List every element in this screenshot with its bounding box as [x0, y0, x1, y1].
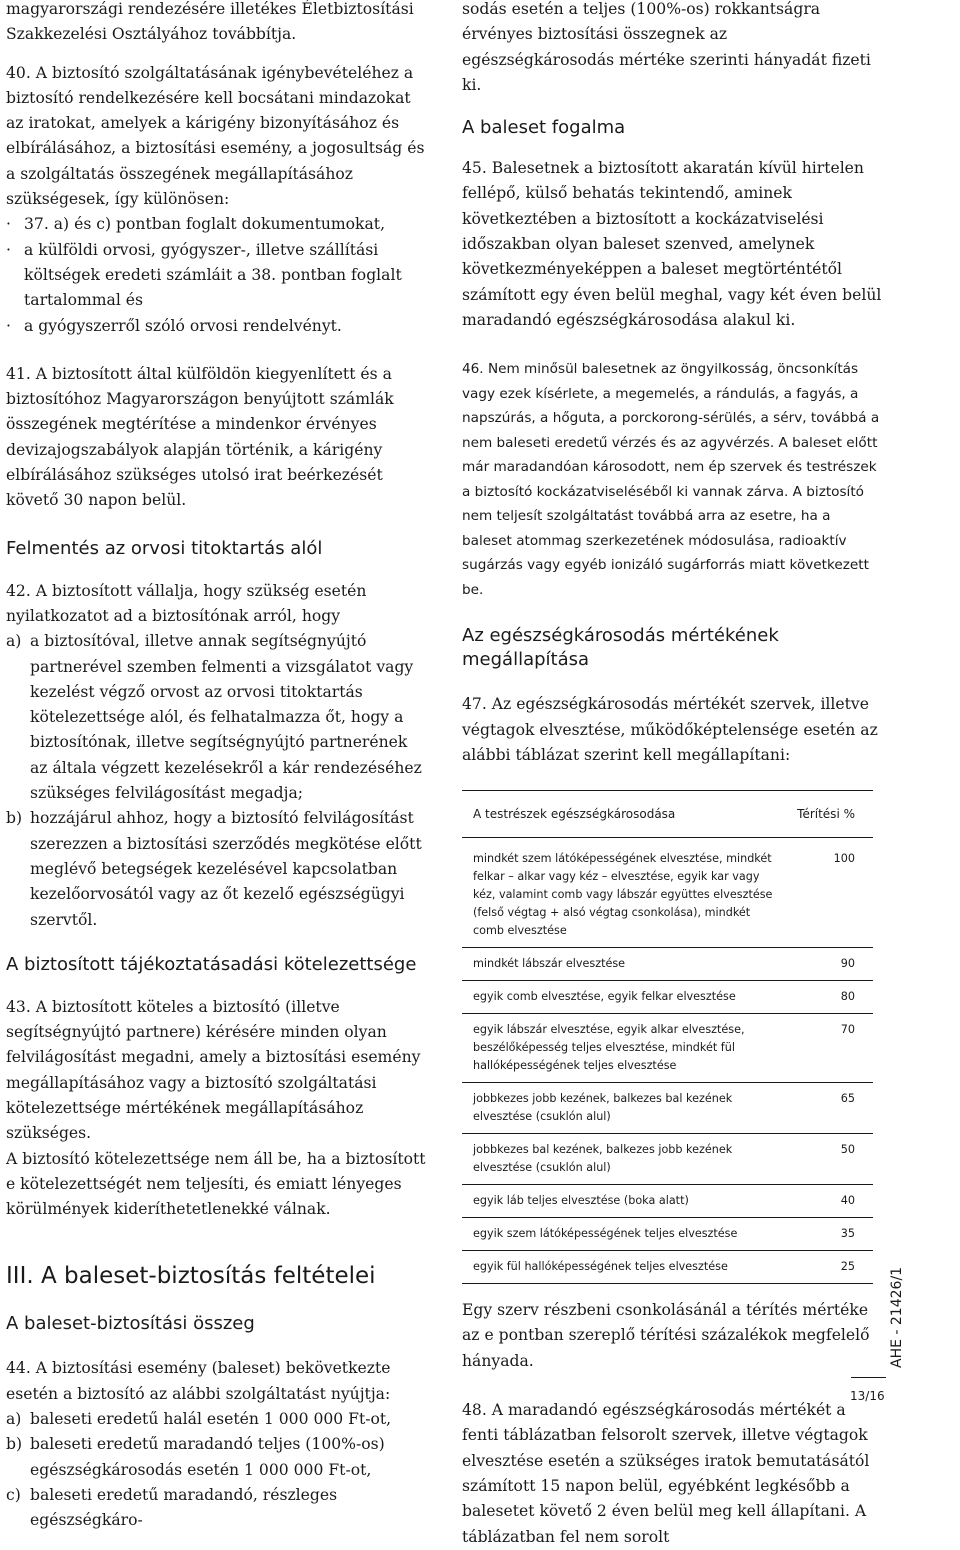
paragraph-44: 44. A biztosítási esemény (baleset) bekövetkezte esetén a biztosító az alábbi szolgáltatást nyújtja:: [6, 1359, 391, 1403]
table-header-row: [462, 791, 873, 838]
damage-table: [462, 790, 873, 1284]
paragraph-43b: A biztosító kötelezettsége nem áll be, ha a biztosított e kötelezettségét nem teljesíti, és emiatt lényeges körülmények kideríthetetlenekké válnak.: [6, 1149, 426, 1219]
list-item: c) baleseti eredetű maradandó, részleges egészségkáro-: [6, 1485, 338, 1530]
table-row: egyik fül hallóképességének teljes elvesztése 25: [462, 1251, 873, 1284]
list-item: · a külföldi orvosi, gyógyszer-, illetve szállítási költségek eredeti számláit a 38. pontban foglalt tartalommal és: [6, 238, 426, 314]
document-code: AHE - 21426/1: [889, 1266, 905, 1368]
heading-baleset: A baleset fogalma: [462, 117, 626, 139]
table-row: egyik szem látóképességének teljes elvesztése 35: [462, 1218, 873, 1251]
list-item: · 37. a) és c) pontban foglalt dokumentumokat,: [6, 212, 426, 237]
heading-felmentes: Felmentés az orvosi titoktartás alól: [6, 537, 323, 559]
paragraph-47: 47. Az egészségkárosodás mértékét szervek, illetve végtagok elvesztése, működőképtelensége esetén az alábbi táblázat szerint kell megállapítani:: [462, 695, 878, 764]
heading-osszeg: A baleset-biztosítási összeg: [6, 1313, 255, 1335]
paragraph-41: 41. A biztosított által külföldön kiegyenlített és a biztosítóhoz Magyarországon benyújtott számlák összegének megtérítése a mindenkor érvényes devizajogszabályok alapján történik, a kárigény elbírálásához szükséges utolsó irat beérkezését követő 30 napon belül.: [6, 364, 394, 510]
list-44: [6, 1407, 426, 1533]
paragraph-40: 40. A biztosító szolgáltatásának igénybevételéhez a biztosító rendelkezésére kell bocsátani mindazokat az iratokat, amelyek a kárigény bizonyításához és elbírálásához, a biztosítási esemény, a jogosultság és a szolgáltatás összegének megállapításához szükségesek, így különösen:: [6, 63, 425, 209]
bullet-list-40: [6, 212, 426, 338]
table-row: egyik láb teljes elvesztése (boka alatt) 40: [462, 1185, 873, 1218]
footer-divider: [851, 1377, 886, 1378]
continuation-text: magyarországi rendezésére illetékes Életbiztosítási Szakkezelési Osztályához továbbítja.: [6, 0, 414, 44]
table-row: jobbkezes jobb kezének, balkezes bal kezének elvesztése (csuklón alul) 65: [462, 1083, 873, 1134]
list-item: a) a biztosítóval, illetve annak segítségnyújtó partnerével szemben felmenti a vizsgálatot vagy kezelést végző orvost az orvosi titoktartás kötelezettsége alól, és felhatalmazza őt, hogy a biztosítónak, illetve segítségnyújtó partnerének az általa végzett kezelésekről a kár rendezéséhez szükséges felvilágosítást megadja;: [6, 632, 422, 803]
list-item: · a gyógyszerről szóló orvosi rendelvényt.: [6, 314, 426, 339]
list-item: b) hozzájárul ahhoz, hogy a biztosító felvilágosítást szerezzen a biztosítási szerződés megkötése előtt meglévő betegségek kezelésével kapcsolatban kezelőorvosától vagy az őt kezelő egészségügyi szervtől.: [6, 809, 422, 929]
list-42: [6, 629, 426, 933]
table-row: mindkét szem látóképességének elvesztése, mindkét felkar – alkar vagy kéz – elvesztése, egyik kar vagy kéz, valamint comb vagy lábszár együttes elvesztése (felső végtag + alsó végtag csonkolása), mindkét comb elvesztése 100: [462, 838, 873, 948]
table-header-body-part: A testrészek egészségkárosodása: [462, 791, 783, 838]
right-column: [462, 0, 884, 1550]
list-item: b) baleseti eredetű maradandó teljes (100%-os) egészségkárosodás esetén 1 000 000 Ft-ot,: [6, 1435, 385, 1479]
paragraph-42: 42. A biztosított vállalja, hogy szükség esetén nyilatkozatot ad a biztosítónak arról, hogy: [6, 581, 367, 625]
paragraph-46: 46. Nem minősül balesetnek az öngyilkosság, öncsonkítás vagy ezek kísérlete, a megemelés, a rándulás, a fagyás, a napszúrás, a hőguta, a porckorong-sérülés, a sérv, továbbá a nem baleseti eredetű vérzés és az agyvérzés. A baleset előtt már maradandóan károsodott, nem ép szervek és testrészek a biztosító kockázatviseléséből ki vannak zárva. A biztosító nem teljesít szolgáltatást továbbá arra az esetre, ha a baleset atommag szerkezetének módosulása, radioaktív sugárzás vagy egyéb ionizáló sugárforrás miatt következett be.: [462, 361, 880, 598]
left-column: [6, 0, 426, 1534]
paragraph-43: 43. A biztosított köteles a biztosító (illetve segítségnyújtó partnere) kérésére minden olyan felvilágosítást megadni, amely a biztosítási esemény megállapításához vagy a biztosító szolgáltatási kötelezettsége mértékének megállapításához szükséges.: [6, 997, 421, 1143]
section-title: III. A baleset-biztosítás feltételei: [6, 1263, 376, 1290]
table-header-percent: Térítési %: [783, 791, 873, 838]
table-row: mindkét lábszár elvesztése 90: [462, 948, 873, 981]
heading-mertek: Az egészségkárosodás mértékének megállapítása: [462, 625, 779, 671]
paragraph-45: 45. Balesetnek a biztosított akaratán kívül hirtelen fellépő, külső behatás tekintendő, aminek következtében a biztosított a kockázatviselési időszakban olyan baleset szenved, amelynek következményeképpen a baleset megtörténtétől számított egy éven belül meghal, vagy két éven belül maradandó egészségkárosodása alakul ki.: [462, 159, 882, 329]
page-number: 13/16: [850, 1389, 885, 1403]
heading-tajekoztatas: A biztosított tájékoztatásadási kötelezettsége: [6, 953, 417, 975]
table-row: egyik comb elvesztése, egyik felkar elvesztése 80: [462, 981, 873, 1014]
paragraph-48: 48. A maradandó egészségkárosodás mértékét a fenti táblázatban felsorolt szervek, illetve végtagok elvesztése esetén a szükséges iratok bemutatásától számított 15 napon belül, egyébként legkésőbb a balesetet követő 2 éven belül meg kell állapítani. A táblázatban fel nem sorolt: [462, 1401, 870, 1546]
table-row: jobbkezes bal kezének, balkezes jobb kezének elvesztése (csuklón alul) 50: [462, 1134, 873, 1185]
list-item: a) baleseti eredetű halál esetén 1 000 000 Ft-ot,: [6, 1410, 392, 1429]
table-row: egyik lábszár elvesztése, egyik alkar elvesztése, beszélőképesség teljes elvesztése, mindkét fül hallóképességének teljes elvesztése 70: [462, 1014, 873, 1083]
paragraph-after-table: Egy szerv részbeni csonkolásánál a térítés mértéke az e pontban szereplő térítési százalékok megfelelő hányada.: [462, 1301, 870, 1370]
continuation-text: sodás esetén a teljes (100%-os) rokkantságra érvényes biztosítási összegnek az egészségkárosodás mértéke szerinti hányadát fizeti ki.: [462, 0, 871, 94]
